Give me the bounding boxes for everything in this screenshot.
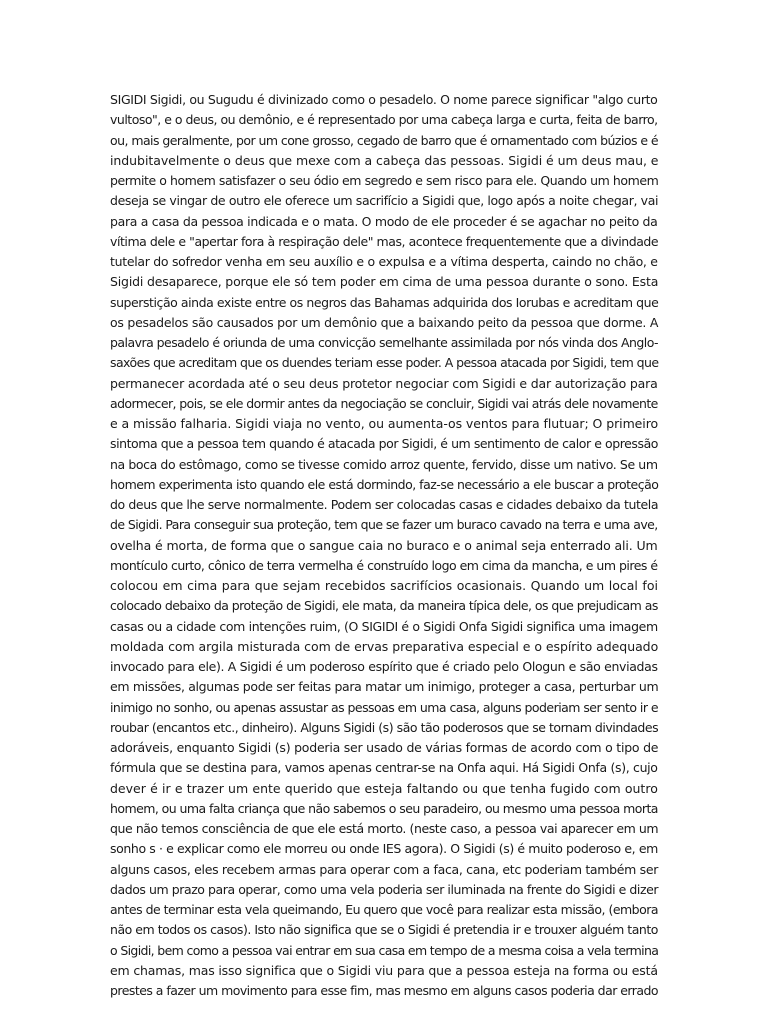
text-line: tutelar do sofredor venha em seu auxílio e o expulsa e a vítima desperta, caindo no chão, e	[110, 254, 658, 269]
text-line: de Sigidi. Para conseguir sua proteção, tem que se fazer um buraco cavado na terra e uma ave,	[110, 517, 658, 533]
text-line: colocado debaixo da proteção de Sigidi, ele mata, da maneira típica dele, os que prejudicam as	[110, 598, 658, 614]
text-line: sintoma que a pessoa tem quando é atacada por Sigidi, é um sentimento de calor e opressão	[110, 436, 659, 452]
text-line: montículo curto, cônico de terra vermelha é construído logo em cima da mancha, e um pires é	[110, 557, 658, 573]
text-line: homem, ou uma falta criança que não sabemos o seu paradeiro, ou mesmo uma pessoa morta	[110, 800, 658, 816]
text-line: saxões que acreditam que os duendes teriam esse poder. A pessoa atacada por Sigidi, tem que	[110, 355, 659, 371]
text-line: permite o homem satisfazer o seu ódio em segredo e sem risco para ele. Quando um homem	[110, 173, 659, 188]
text-line: sonho s · e explicar como ele morreu ou onde IES agora). O Sigidi (s) é muito poderoso e, em	[110, 841, 658, 857]
text-line: fórmula que se destina para, vamos apenas centrar-se na Onfa aqui. Há Sigidi Onfa (s), cujo	[110, 760, 658, 776]
text-line: o Sigidi, bem como a pessoa vai entrar em sua casa em tempo de a mesma coisa a vela termina	[110, 942, 659, 958]
text-line: Sigidi desaparece, porque ele só tem poder em cima de uma pessoa durante o sono. Esta	[110, 274, 659, 290]
text-line: palavra pesadelo é oriunda de uma convicção semelhante assimilada por nós vinda dos Anglo-	[110, 335, 659, 350]
text-line: deseja se vingar de outro ele oferece um sacrifício a Sigidi que, logo após a noite chegar, vai	[110, 193, 659, 209]
text-line: colocou em cima para que sejam recebidos sacrifícios ocasionais. Quando um local foi	[110, 578, 658, 593]
text-line: antes de terminar esta vela queimando, Eu quero que você para realizar esta missão, (embora	[110, 902, 658, 917]
text-line: ovelha é morta, de forma que o sangue caia no buraco e o animal seja enterrado ali. Um	[110, 537, 658, 553]
text-line: SIGIDI Sigidi, ou Sugudu é divinizado como o pesadelo. O nome parece significar "algo curto	[110, 92, 658, 107]
text-line: moldada com argila misturada com de ervas preparativa especial e o espírito adequado	[110, 638, 659, 654]
text-line: roubar (encantos etc., dinheiro). Alguns Sigidi (s) são tão poderosos que se tornam divindades	[110, 719, 659, 735]
text-line: em chamas, mas isso significa que o Sigidi viu para que a pessoa esteja na forma ou está	[110, 962, 658, 978]
text-line: dever é ir e trazer um ente querido que esteja faltando ou que tenha fugido com outro	[110, 780, 658, 796]
text-line: alguns casos, eles recebem armas para operar com a faca, cana, etc poderiam também ser	[110, 861, 659, 877]
text-line: homem experimenta isto quando ele está dormindo, faz-se necessário a ele buscar a proteção	[110, 476, 659, 492]
text-line: e a missão falharia. Sigidi viaja no vento, ou aumenta-os ventos para flutuar; O primeiro	[110, 416, 659, 431]
text-line: não em todos os casos). Isto não significa que se o Sigidi é pretendia ir e trouxer alguém tanto	[110, 922, 658, 938]
text-line: prestes a fazer um movimento para esse fim, mas mesmo em alguns casos poderia dar errado	[110, 983, 659, 998]
text-line: inimigo no sonho, ou apenas assustar as pessoas em uma casa, alguns poderiam ser sento ir e	[110, 699, 659, 715]
text-line: na boca do estômago, como se tivesse comido arroz quente, fervido, disse um nativo. Se um	[110, 456, 658, 472]
text-line: em missões, algumas pode ser feitas para matar um inimigo, proteger a casa, perturbar um	[110, 679, 659, 695]
text-line: invocado para ele). A Sigidi é um poderoso espírito que é criado pelo Ologun e são enviadas	[110, 659, 658, 674]
text-line: para a casa da pessoa indicada e o mata. O modo de ele proceder é se agachar no peito da	[110, 213, 658, 229]
text-line: ou, mais geralmente, por um cone grosso, cegado de barro que é ornamentado com búzios e é	[110, 132, 659, 148]
text-line: adoráveis, enquanto Sigidi (s) poderia ser usado de várias formas de acordo com o tipo de	[110, 740, 659, 755]
text-line: permanecer acordada até o seu deus protetor negociar com Sigidi e dar autorização para	[110, 375, 658, 391]
text-line: vítima dele e "apertar fora à respiração dele" mas, acontece frequentemente que a divindade	[110, 233, 659, 249]
text-line: indubitavelmente o deus que mexe com a cabeça das pessoas. Sigidi é um deus mau, e	[110, 152, 659, 168]
text-line: adormecer, pois, se ele dormir antes da negociação se concluir, Sigidi vai atrás dele novamente	[110, 395, 658, 411]
text-line: casas ou a cidade com intenções ruim, (O SIGIDI é o Sigidi Onfa Sigidi significa uma imagem	[110, 618, 658, 634]
text-line: os pesadelos são causados por um demônio que a baixando peito da pessoa que dorme. A	[110, 314, 659, 330]
text-line: do deus que lhe serve normalmente. Podem ser colocadas casas e cidades debaixo da tutela	[110, 497, 659, 512]
text-line: vultoso", e o deus, ou demônio, e é representado por uma cabeça larga e curta, feita de barro,	[110, 112, 658, 128]
body-text	[110, 90, 658, 1001]
text-line: dados um prazo para operar, como uma vela poderia ser iluminada na frente do Sigidi e dizer	[110, 881, 659, 897]
text-line: superstição ainda existe entre os negros das Bahamas adquirida dos Iorubas e acreditam que	[110, 294, 659, 310]
text-line: que não temos consciência de que ele está morto. (neste caso, a pessoa vai aparecer em um	[110, 821, 659, 836]
